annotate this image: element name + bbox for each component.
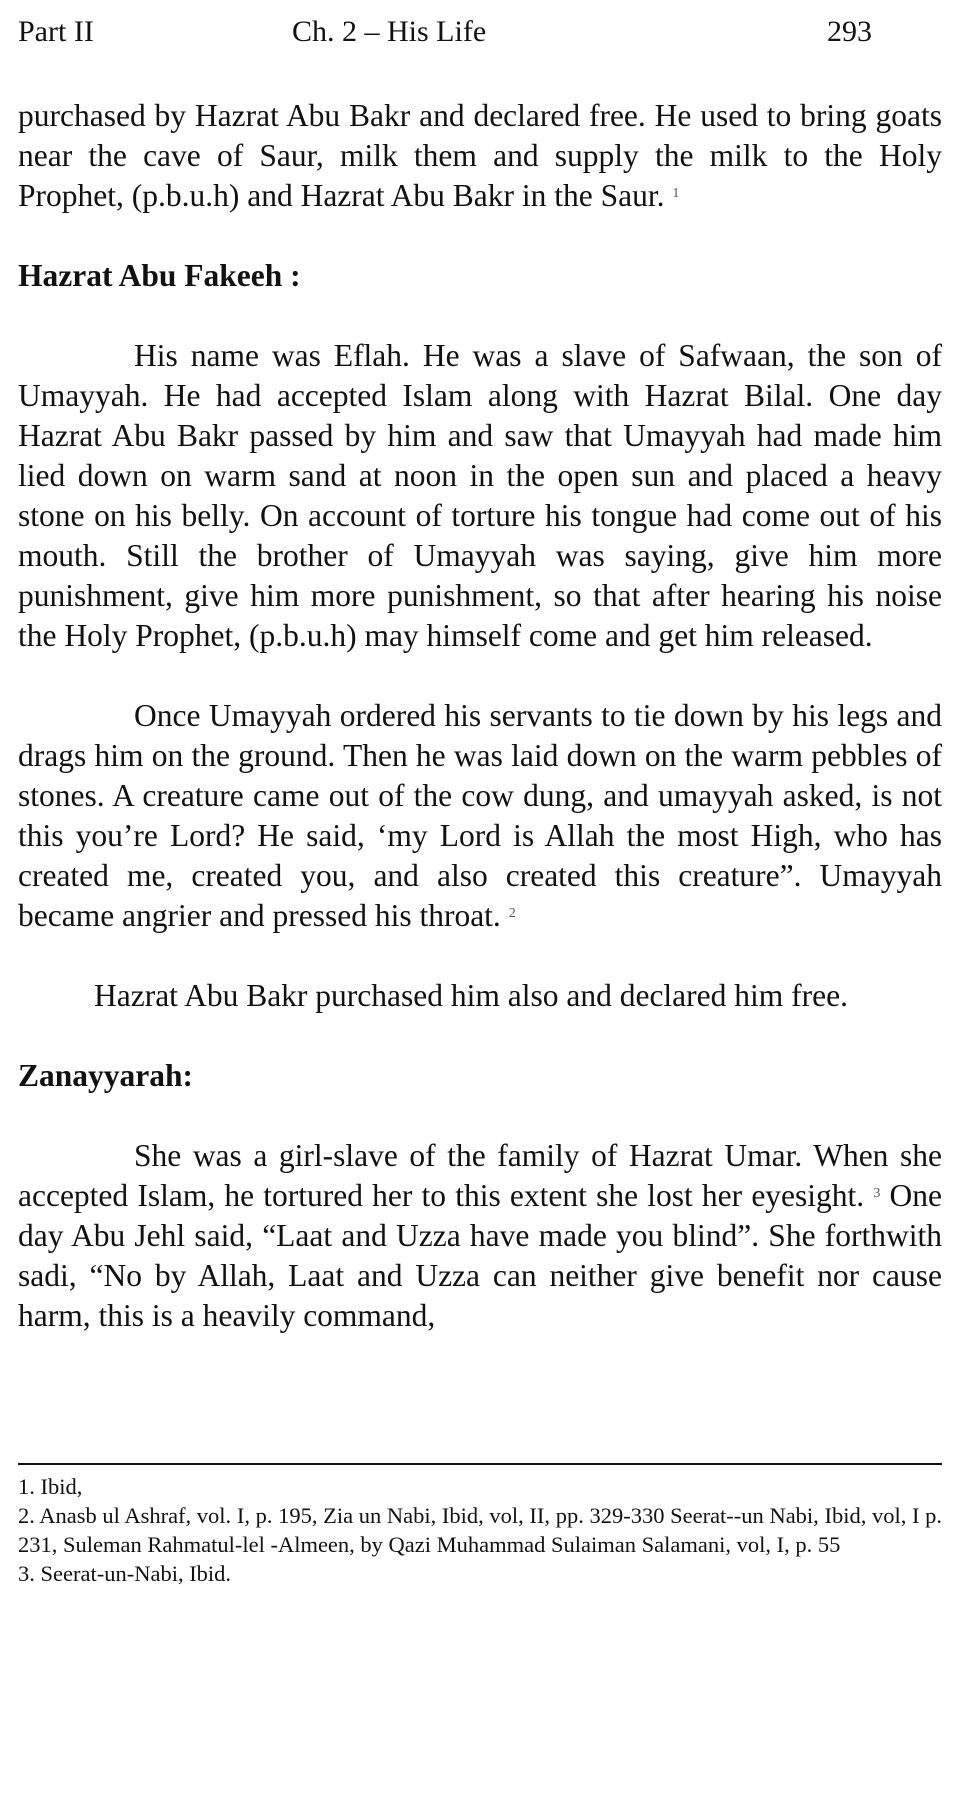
paragraph-text: Once Umayyah ordered his servants to tie down by his legs and drags him on the ground. Then he was laid down on the warm pebbles of stones. A creature came out of the cow dung, and umayyah asked, is not this you’re Lord? He said, ‘my Lord is Allah the most High, who has created me, created you, and also created this creature”. Umayyah became angrier and pressed his throat. [18,698,942,933]
header-part: Part II [18,15,94,48]
paragraph-eflah: His name was Eflah. He was a slave of Safwaan, the son of Umayyah. He had accepted Islam along with Hazrat Bilal. One day Hazrat Abu Bakr passed by him and saw that Umayyah had made him lied down on warm sand at noon in the open sun and placed a heavy stone on his belly. On account of torture his tongue had come out of his mouth. Still the brother of Umayyah was saying, give him more punishment, give him more punishment, so that after hearing his noise the Holy Prophet, (p.b.u.h) may himself come and get him released. [18,338,942,653]
footnotes [18,1472,942,1588]
footnote-ref-2: 2 [508,906,516,921]
page-number: 293 [827,15,872,48]
paragraph-text: One day Abu Jehl said, “Laat and Uzza have made you blind”. She forthwith sadi, “No by Allah, Laat and Uzza can neither give benefit nor cause harm, this is a heavily command, [18,1178,943,1333]
footnote-3: 3. Seerat-un-Nabi, Ibid. [18,1561,232,1586]
paragraph-text: purchased by Hazrat Abu Bakr and declared free. He used to bring goats near the cave of Saur, milk them and supply the milk to the Holy Prophet, (p.b.u.h) and Hazrat Abu Bakr in the Saur. [18,98,942,213]
paragraph-text: She was a girl-slave of the family of Hazrat Umar. When she accepted Islam, he tortured her to this extent she lost her eyesight. [18,1138,942,1213]
header-chapter: Ch. 2 – His Life [292,15,487,48]
page-header [18,12,872,52]
footnote-1: 1. Ibid, [18,1474,83,1499]
paragraph-zanayyarah [18,1136,942,1336]
footnote-ref-3: 3 [873,1186,881,1201]
paragraph-abu-bakr-purchase: Hazrat Abu Bakr purchased him also and declared him free. [94,978,848,1013]
paragraph-umayyah [18,696,942,936]
footnote-ref-1: 1 [672,186,680,201]
body-text [18,96,942,1336]
section-heading-zanayyarah: Zanayyarah: [18,1058,194,1093]
section-heading-abu-fakeeh: Hazrat Abu Fakeeh : [18,258,301,293]
footnote-2: 2. Anasb ul Ashraf, vol. I, p. 195, Zia un Nabi, Ibid, vol, II, pp. 329-330 Seerat--un Nabi, Ibid, vol, I p. 231, Suleman Rahmatul-lel -Almeen, by Qazi Muhammad Sulaiman Salamani, vol, I, p. 55 [18,1503,942,1557]
footnote-divider [18,1463,942,1465]
paragraph-continued [18,96,942,216]
